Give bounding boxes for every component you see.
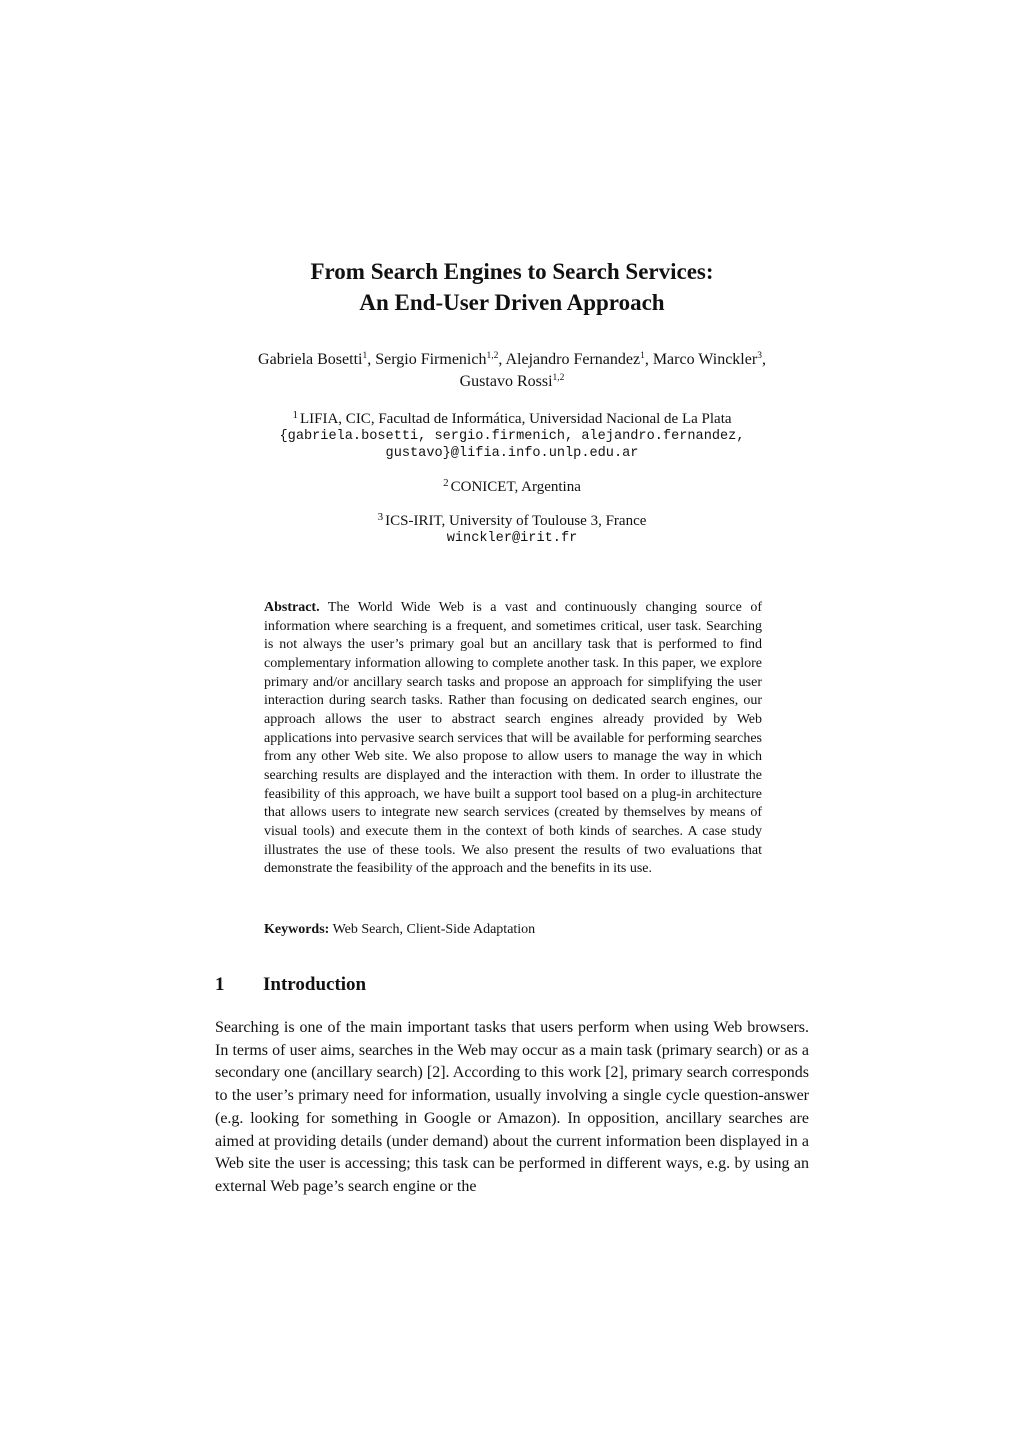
section-number: 1 [215, 974, 225, 995]
author-affiliation-marker: 1,2 [552, 373, 565, 383]
abstract-label: Abstract. [264, 600, 320, 615]
affiliation-email: gustavo}@lifia.info.unlp.edu.ar [385, 446, 639, 461]
affiliation-text: CONICET, Argentina [450, 479, 581, 495]
affiliation-number: 2 [443, 477, 449, 489]
author-affiliation-marker: 1,2 [486, 351, 499, 361]
author-affiliation-marker: 1 [362, 351, 368, 361]
author-list [200, 349, 824, 393]
author-name: Gabriela Bosetti [258, 351, 363, 368]
author-name: Alejandro Fernandez [505, 351, 641, 368]
paper-title [0, 256, 1024, 318]
author-name: Marco Winckler [652, 351, 758, 368]
affiliation-email: winckler@irit.fr [446, 531, 578, 546]
affiliation-number: 3 [377, 511, 384, 523]
abstract [264, 599, 762, 879]
keywords [264, 921, 762, 939]
keywords-text: Web Search, Client-Side Adaptation [332, 922, 536, 937]
affiliation-email: {gabriela.bosetti, sergio.firmenich, alejandro.fernandez, [279, 429, 745, 444]
author-separator: , [367, 351, 376, 368]
author-affiliation-marker: 1 [640, 351, 645, 361]
intro-paragraph: Searching is one of the main important tasks that users perform when using Web browsers. In terms of user aims, searches in the Web may occur as a main task (primary search) or as a secondary one (ancillary search) [2]. According to this work [2], primary search corresponds to the user’s primary need for information, usually involving a single cycle question-answer (e.g. looking for something in Google or Amazon). In opposition, ancillary searches are aimed at providing details (under demand) about the current information been displayed in a Web site the user is accessing; this task can be performed in different ways, e.g. by using an external Web page’s search engine or the [215, 1019, 809, 1195]
title-line-1: From Search Engines to Search Services: [310, 259, 714, 284]
author-name: Sergio Firmenich [375, 351, 487, 368]
author-separator: , [644, 351, 653, 368]
section-heading [215, 973, 815, 997]
affiliation-2 [150, 479, 874, 496]
affiliation-text: ICS-IRIT, University of Toulouse 3, France [385, 513, 647, 529]
author-separator: , [498, 351, 506, 368]
affiliation-number: 1 [292, 409, 298, 421]
section-title: Introduction [263, 974, 367, 995]
title-line-2: An End-User Driven Approach [359, 290, 665, 315]
affiliation-3 [150, 513, 874, 547]
affiliation-1 [150, 411, 874, 462]
keywords-label: Keywords: [264, 922, 330, 937]
author-separator: , [761, 351, 766, 368]
author-affiliation-marker: 3 [757, 351, 762, 361]
abstract-text: The World Wide Web is a vast and continuously changing source of information where searching is a frequent, and sometimes critical, user task. Searching is not always the user’s primary goal but an ancillary task that is performed to find complementary information allowing to complete another task. In this paper, we explore primary and/or ancillary search tasks and propose an approach for simplifying the user interaction during search tasks. Rather than focusing on dedicated search engines, our approach allows the user to abstract search engines already provided by Web applications into pervasive search services that will be available for performing searches from any other Web site. We also propose to allow users to manage the way in which searching results are displayed and the interaction with them. In order to illustrate the feasibility of this approach, we have built a support tool based on a plug-in architecture that allows users to integrate new search services (created by themselves by means of visual tools) and execute them in the context of both kinds of searches. A case study illustrates the use of these tools. We also present the results of two evaluations that demonstrate the feasibility of the approach and the benefits in its use. [264, 600, 762, 877]
author-name: Gustavo Rossi [459, 373, 553, 390]
affiliation-text: LIFIA, CIC, Facultad de Informática, Universidad Nacional de La Plata [299, 411, 732, 427]
